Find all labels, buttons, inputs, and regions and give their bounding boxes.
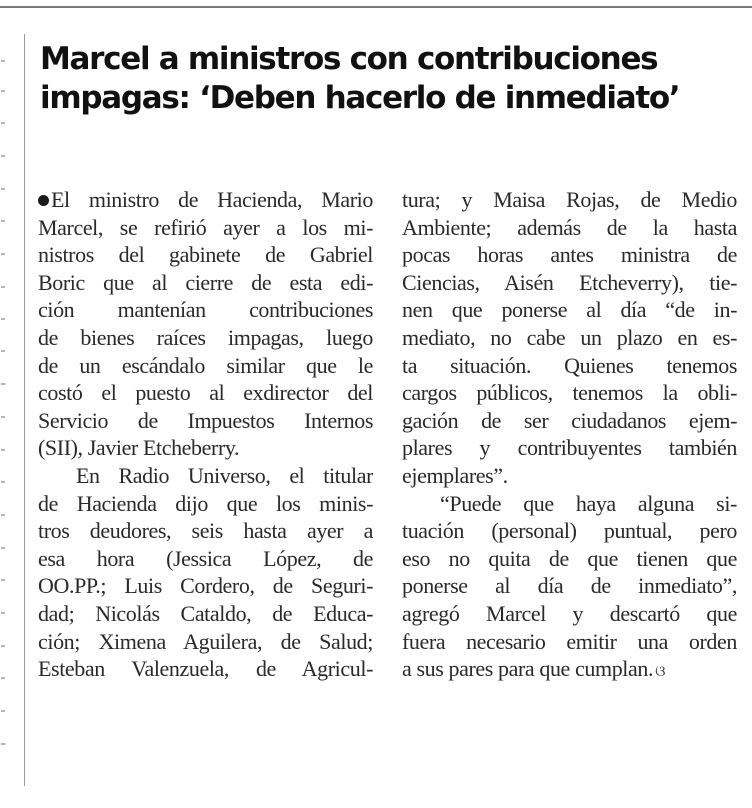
text-line: de un escándalo similar que le: [38, 352, 373, 378]
text-line: eso no quita de que tienen que: [402, 545, 737, 571]
bullet-dot-icon: [38, 195, 49, 206]
text-line: (SII), Javier Etcheberry.: [38, 435, 240, 461]
text-line: En Radio Universo, el titular: [76, 462, 373, 488]
text-line: ta situación. Quienes tenemos: [402, 352, 737, 378]
text-line: ción mantenían contribuciones: [38, 297, 373, 323]
column-rule: [24, 34, 25, 786]
top-rule: [0, 6, 752, 8]
text-line: “Puede que haya alguna si-: [440, 490, 737, 516]
headline-line: impagas: ‘Deben hacerlo de inmediato’: [40, 80, 680, 116]
article-column-left: [38, 186, 373, 683]
text-line: Marcel, se refirió ayer a los mi-: [38, 214, 373, 240]
text-line: ponerse al día de inmediato”,: [402, 573, 737, 599]
text-line: Boric que al cierre de esta edi-: [38, 269, 373, 295]
text-line: agregó Marcel y descartó que: [402, 600, 737, 626]
end-of-article-icon: ଓ: [655, 662, 666, 681]
text-line: tros deudores, seis hasta ayer a: [38, 518, 373, 544]
adjacent-column-edge: [0, 60, 6, 780]
text-line: gación de ser ciudadanos ejem-: [402, 407, 737, 433]
text-line: tuación (personal) puntual, pero: [402, 518, 737, 544]
text-line: tura; y Maisa Rojas, de Medio: [402, 187, 737, 212]
text-line: dad; Nicolás Cataldo, de Educa-: [38, 600, 373, 626]
text-line: ejemplares”.: [402, 462, 508, 488]
text-line: de bienes raíces impagas, luego: [38, 324, 373, 350]
text-line: plares y contribuyentes también: [402, 435, 737, 461]
text-line: mediato, no cabe un plazo en es-: [402, 324, 737, 350]
text-line: OO.PP.; Luis Cordero, de Seguri-: [38, 573, 373, 599]
text-line: de Hacienda dijo que los minis-: [38, 490, 373, 516]
text-line: Ambiente; además de la hasta: [402, 214, 737, 240]
text-line: pocas horas antes ministra de: [402, 242, 737, 268]
text-line: nen que ponerse al día “de in-: [402, 297, 737, 323]
text-line: a sus pares para que cumplan. ଓ: [402, 656, 666, 682]
text-line: El ministro de Hacienda, Mario: [38, 186, 373, 214]
text-line: cargos públicos, tenemos la obli-: [402, 380, 737, 406]
article-headline: [40, 40, 730, 118]
text-line: ción; Ximena Aguilera, de Salud;: [38, 628, 373, 654]
article-column-right: [402, 186, 737, 683]
text-line: esa hora (Jessica López, de: [38, 545, 373, 571]
text-line: Ciencias, Aisén Etcheverry), tie-: [402, 269, 737, 295]
text-line: Esteban Valenzuela, de Agricul-: [38, 656, 373, 682]
text-line: nistros del gabinete de Gabriel: [38, 242, 373, 268]
text-line: Servicio de Impuestos Internos: [38, 407, 373, 433]
text-line: costó el puesto al exdirector del: [38, 380, 373, 406]
headline-line: Marcel a ministros con contribuciones: [40, 41, 658, 77]
text-line: fuera necesario emitir una orden: [402, 628, 737, 654]
